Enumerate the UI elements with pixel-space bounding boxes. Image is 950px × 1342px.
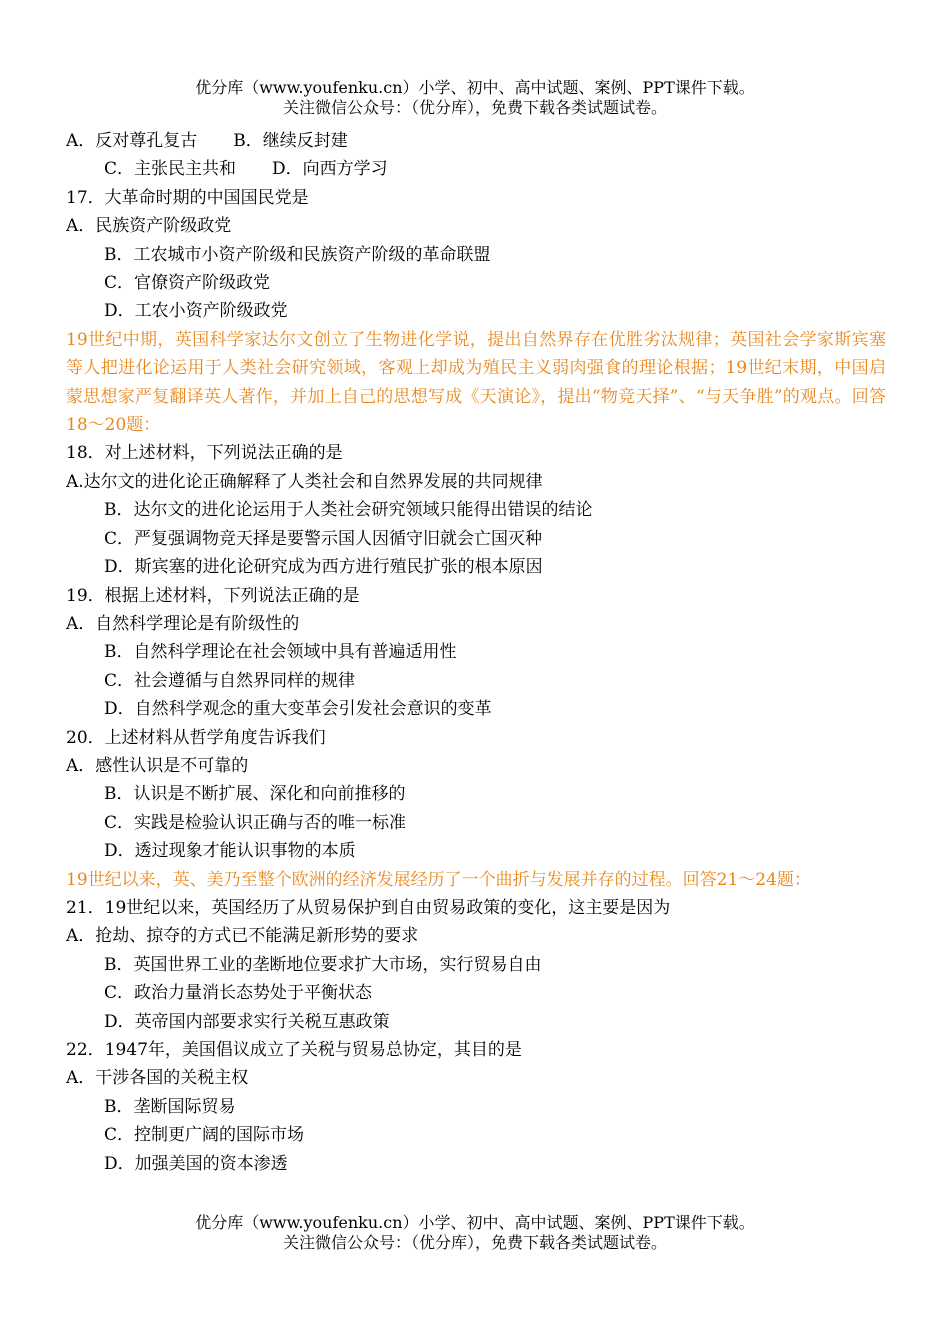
- q20-option-c: C．实践是检验认识正确与否的唯一标准: [104, 812, 407, 833]
- q20-option-b: B．认识是不断扩展、深化和向前推移的: [104, 784, 406, 805]
- exam-content: [66, 127, 886, 1178]
- header-line-1: 优分库（www.youfenku.cn）小学、初中、高中试题、案例、PPT课件下载。: [195, 78, 755, 97]
- q16-option-b: B．继续反封建: [233, 131, 348, 151]
- footer-line-1: 优分库（www.youfenku.cn）小学、初中、高中试题、案例、PPT课件下载。: [195, 1213, 755, 1232]
- q18-option-a: A.达尔文的进化论正确解释了人类社会和自然界发展的共同规律: [66, 471, 543, 492]
- q21-option-d: D．英帝国内部要求实行关税互惠政策: [104, 1011, 390, 1032]
- q21-option-c: C．政治力量消长态势处于平衡状态: [104, 983, 373, 1004]
- q19-option-b: B．自然科学理论在社会领域中具有普遍适用性: [104, 642, 457, 663]
- header-line-2: 关注微信公众号：（优分库），免费下载各类试题试卷。: [282, 98, 667, 117]
- q21-stem: 21．19世纪以来，英国经历了从贸易保护到自由贸易政策的变化，这主要是因为: [66, 897, 671, 918]
- q17-option-c: C．官僚资产阶级政党: [104, 273, 271, 294]
- q17-option-a: A．民族资产阶级政党: [66, 216, 232, 237]
- q17-option-b: B．工农城市小资产阶级和民族资产阶级的革命联盟: [104, 244, 491, 265]
- q22-stem: 22．1947年，美国倡议成立了关税与贸易总协定，其目的是: [66, 1040, 522, 1060]
- q16-option-c: C．主张民主共和: [104, 159, 237, 180]
- q18-stem: 18．对上述材料，下列说法正确的是: [66, 443, 343, 464]
- q20-option-d: D．透过现象才能认识事物的本质: [104, 841, 356, 862]
- q22-option-c: C．控制更广阔的国际市场: [104, 1125, 305, 1146]
- q17-stem: 17．大革命时期的中国国民党是: [66, 187, 309, 208]
- q18-option-b: B．达尔文的进化论运用于人类社会研究领域只能得出错误的结论: [104, 500, 593, 521]
- q20-option-a: A．感性认识是不可靠的: [66, 755, 249, 776]
- q20-stem: 20．上述材料从哲学角度告诉我们: [66, 727, 326, 748]
- q16-option-a: A．反对尊孔复古: [66, 131, 198, 151]
- q22-option-a: A．干涉各国的关税主权: [66, 1068, 249, 1089]
- q19-option-a: A．自然科学理论是有阶级性的: [66, 613, 300, 634]
- q19-option-c: C．社会遵循与自然界同样的规律: [104, 670, 356, 691]
- q22-option-b: B．垄断国际贸易: [104, 1096, 236, 1117]
- q16-options-row-2: [66, 155, 886, 183]
- q17-option-d: D．工农小资产阶级政党: [104, 301, 288, 322]
- q19-option-d: D．自然科学观念的重大变革会引发社会意识的变革: [104, 699, 492, 720]
- q16-option-d: D．向西方学习: [272, 159, 388, 180]
- q21-option-b: B．英国世界工业的垄断地位要求扩大市场，实行贸易自由: [104, 954, 542, 975]
- q18-option-c: C．严复强调物竞天择是要警示国人因循守旧就会亡国灭种: [104, 528, 543, 549]
- page-footer: [0, 1213, 950, 1253]
- q19-stem: 19．根据上述材料，下列说法正确的是: [66, 585, 360, 606]
- footer-line-2: 关注微信公众号：（优分库），免费下载各类试题试卷。: [282, 1233, 667, 1252]
- q16-options-row-1: [66, 127, 886, 155]
- q21-option-a: A．抢劫、掠夺的方式已不能满足新形势的要求: [66, 926, 419, 947]
- page-header: [0, 78, 950, 118]
- reading-material-2: 19世纪以来，英、美乃至整个欧洲的经济发展经历了一个曲折与发展并存的过程。回答21～24题：: [66, 869, 811, 890]
- reading-material-1: 19世纪中期，英国科学家达尔文创立了生物进化学说，提出自然界存在优胜劣汰规律；英国社会学家斯宾塞等人把进化论运用于人类社会研究领域，客观上却成为殖民主义弱肉强食的理论根据；19世纪末期，中国启蒙思想家严复翻译英人著作，并加上自己的思想写成《天演论》，提出“物竞天择”、“与天争胜”的观点。回答18～20题：: [66, 329, 886, 436]
- q22-option-d: D．加强美国的资本渗透: [104, 1153, 288, 1174]
- q18-option-d: D．斯宾塞的进化论研究成为西方进行殖民扩张的根本原因: [104, 557, 543, 578]
